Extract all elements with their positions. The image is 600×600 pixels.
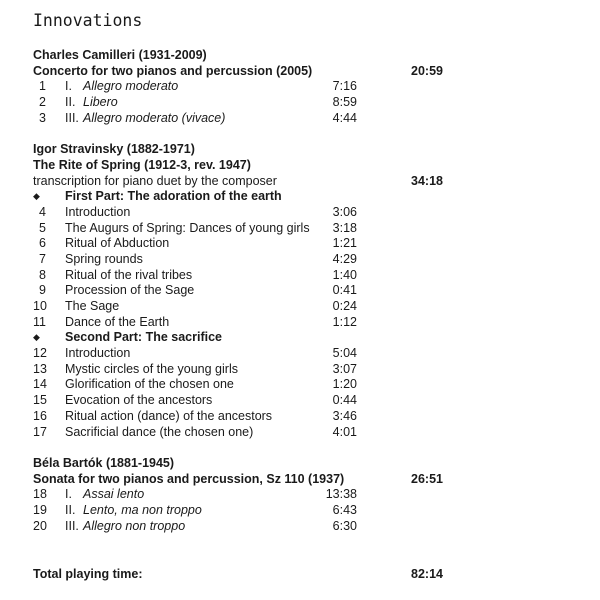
movement-name: Libero: [83, 95, 118, 110]
work-title-line: [33, 158, 443, 174]
track-duration: 6:43: [332, 502, 357, 517]
track-row: [33, 283, 357, 299]
track-number: 2: [39, 95, 46, 110]
track-title: Dance of the Earth: [65, 314, 170, 329]
track-title: Ritual of the rival tribes: [65, 267, 193, 282]
track-title: The Sage: [65, 299, 120, 313]
track-duration: 0:41: [332, 283, 357, 298]
work-subtitle: transcription for piano duet by the composer: [33, 173, 277, 188]
work-subtitle-line: [33, 174, 443, 190]
track-row: [33, 111, 357, 127]
diamond-bullet-icon: ◆: [33, 191, 40, 202]
track-duration: 3:46: [332, 408, 357, 423]
work-duration: 26:51: [411, 471, 443, 486]
track-number: 16: [33, 408, 47, 423]
part-header-row: [33, 189, 357, 205]
track-number: 15: [33, 393, 47, 408]
track-duration: 1:21: [332, 236, 357, 251]
track-duration: 13:38: [325, 487, 357, 502]
track-row: [33, 236, 357, 252]
part-header-label: First Part: The adoration of the earth: [65, 189, 282, 204]
total-duration: 82:14: [411, 567, 443, 582]
track-row: [33, 377, 357, 393]
track-row: [33, 487, 357, 503]
track-title: Sacrificial dance (the chosen one): [65, 424, 254, 439]
track-title: Mystic circles of the young girls: [65, 361, 238, 376]
track-number: 7: [39, 251, 46, 266]
diamond-bullet-icon: ◆: [33, 332, 40, 343]
track-number: 14: [33, 377, 47, 392]
track-title: Ritual of Abduction: [65, 236, 170, 251]
track-row: [33, 346, 357, 362]
track-title: [65, 503, 202, 519]
track-duration: 1:40: [332, 267, 357, 282]
work-section-stravinsky: [33, 142, 600, 440]
track-row: [33, 409, 357, 425]
track-title: [65, 519, 185, 535]
page-title: Innovations: [33, 11, 143, 30]
track-row: [33, 205, 357, 221]
movement-numeral: III.: [65, 518, 79, 533]
movement-name: Lento, ma non troppo: [83, 502, 202, 517]
total-label: Total playing time:: [33, 567, 143, 582]
part-header-row: [33, 330, 357, 346]
track-duration: 3:07: [332, 361, 357, 376]
track-number: 10: [33, 299, 47, 313]
track-row: [33, 503, 357, 519]
track-row: [33, 315, 357, 331]
movement-name: Assai lento: [83, 487, 145, 502]
track-row: [33, 221, 357, 237]
work-title-line: [33, 472, 443, 488]
track-duration: 0:44: [332, 393, 357, 408]
part-header-label: Second Part: The sacrifice: [65, 330, 223, 345]
track-row: [33, 268, 357, 284]
total-row: [33, 567, 443, 583]
track-number: 5: [39, 220, 46, 235]
track-duration: 5:04: [332, 346, 357, 361]
movement-name: Allegro non troppo: [83, 518, 186, 533]
track-duration: 4:01: [332, 424, 357, 439]
track-duration: 7:16: [332, 79, 357, 94]
track-number: 17: [33, 424, 47, 439]
track-title: [65, 79, 178, 95]
track-number: 19: [33, 502, 47, 517]
composer-heading: Igor Stravinsky (1882-1971): [33, 142, 195, 157]
track-row: [33, 362, 357, 378]
work-title: Concerto for two pianos and percussion (2005): [33, 63, 313, 78]
movement-numeral: I.: [65, 79, 72, 94]
track-duration: 1:20: [332, 377, 357, 392]
track-row: [33, 252, 357, 268]
track-number: 18: [33, 487, 47, 502]
movement-numeral: II.: [65, 502, 76, 517]
track-duration: 3:06: [332, 204, 357, 219]
track-title: Procession of the Sage: [65, 283, 195, 298]
track-duration: 4:29: [332, 251, 357, 266]
track-number: 6: [39, 236, 46, 251]
track-number: 1: [39, 79, 46, 94]
work-section-camilleri: [33, 48, 600, 126]
track-row: [33, 393, 357, 409]
track-title: Introduction: [65, 204, 131, 219]
track-title: The Augurs of Spring: Dances of young girls: [65, 220, 310, 235]
work-title: Sonata for two pianos and percussion, Sz 110 (1937): [33, 471, 345, 486]
track-number: 9: [39, 283, 46, 298]
track-row: [33, 299, 357, 315]
track-duration: 0:24: [332, 299, 357, 313]
track-title: Ritual action (dance) of the ancestors: [65, 408, 273, 423]
composer-heading: Béla Bartók (1881-1945): [33, 455, 175, 470]
movement-name: Allegro moderato (vivace): [83, 110, 226, 125]
track-row: [33, 519, 357, 535]
track-number: 20: [33, 518, 47, 533]
work-title: The Rite of Spring (1912-3, rev. 1947): [33, 157, 251, 172]
track-duration: 4:44: [332, 110, 357, 125]
movement-numeral: II.: [65, 95, 76, 110]
track-number: 13: [33, 361, 47, 376]
track-title: Evocation of the ancestors: [65, 393, 213, 408]
work-section-bartok: [33, 456, 600, 534]
movement-numeral: III.: [65, 110, 79, 125]
track-number: 12: [33, 346, 47, 361]
track-duration: 6:30: [332, 518, 357, 533]
track-duration: 1:12: [332, 314, 357, 329]
track-duration: 3:18: [332, 220, 357, 235]
track-number: 3: [39, 110, 46, 125]
track-title: Spring rounds: [65, 251, 143, 266]
track-number: 11: [33, 314, 46, 329]
track-title: [65, 111, 225, 127]
composer-heading: Charles Camilleri (1931-2009): [33, 48, 207, 62]
work-duration: 34:18: [411, 173, 443, 188]
track-number: 4: [39, 204, 46, 219]
track-row: [33, 79, 357, 95]
track-row: [33, 425, 357, 441]
track-number: 8: [39, 267, 46, 282]
track-row: [33, 95, 357, 111]
movement-name: Allegro moderato: [83, 79, 179, 94]
track-title: Glorification of the chosen one: [65, 377, 234, 392]
work-title-line: [33, 64, 443, 80]
work-duration: 20:59: [411, 63, 443, 78]
track-title: [65, 95, 118, 111]
track-title: [65, 487, 144, 503]
movement-numeral: I.: [65, 487, 72, 502]
track-duration: 8:59: [332, 95, 357, 110]
track-title: Introduction: [65, 346, 131, 361]
